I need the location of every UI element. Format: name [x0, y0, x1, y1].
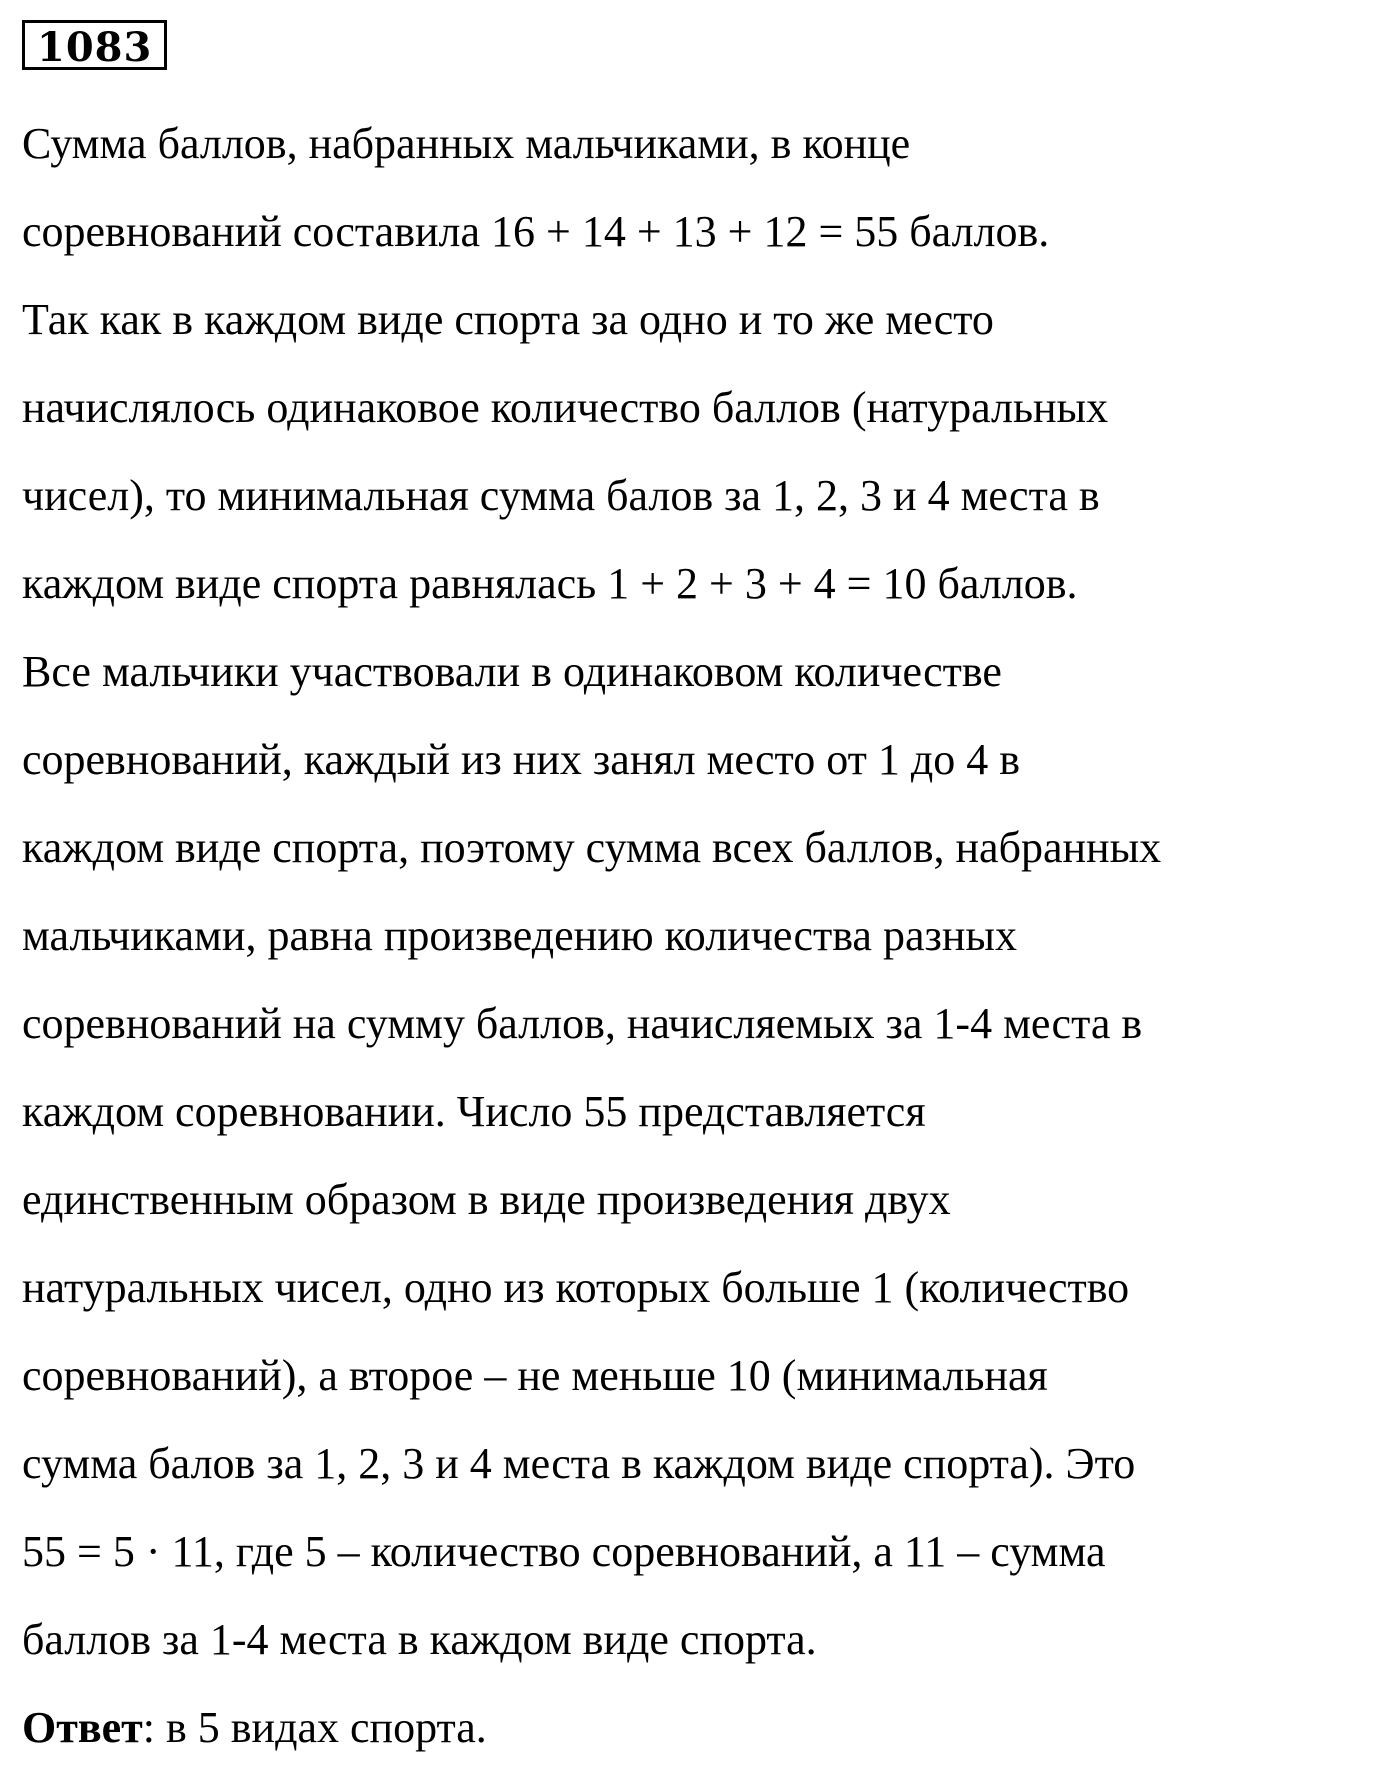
answer-text: : в 5 видах спорта. — [142, 1703, 487, 1752]
problem-number-box: 1083 — [22, 20, 167, 70]
text-line: каждом виде спорта равнялась 1 + 2 + 3 + 4 = 10 баллов. — [22, 559, 1078, 608]
text-line: натуральных чисел, одно из которых больше 1 (количество — [22, 1263, 1130, 1312]
text-line: соревнований на сумму баллов, начисляемых за 1-4 места в — [22, 999, 1143, 1048]
text-line: Так как в каждом виде спорта за одно и то же место — [22, 295, 994, 344]
text-line: Все мальчики участвовали в одинаковом количестве — [22, 647, 1002, 696]
text-line: соревнований), а второе – не меньше 10 (минимальная — [22, 1351, 1048, 1400]
text-line: баллов за 1-4 места в каждом виде спорта. — [22, 1615, 817, 1664]
text-line: Сумма баллов, набранных мальчиками, в конце — [22, 119, 911, 168]
text-line: соревнований, каждый из них занял место от 1 до 4 в — [22, 735, 1021, 784]
text-line: каждом соревновании. Число 55 представляется — [22, 1087, 926, 1136]
text-line: начислялось одинаковое количество баллов (натуральных — [22, 383, 1109, 432]
text-line: каждом виде спорта, поэтому сумма всех баллов, набранных — [22, 823, 1162, 872]
answer-line — [22, 1684, 1392, 1772]
text-line: сумма балов за 1, 2, 3 и 4 места в каждом виде спорта). Это — [22, 1439, 1136, 1488]
answer-label: Ответ — [22, 1703, 143, 1752]
text-line: единственным образом в виде произведения двух — [22, 1175, 951, 1224]
text-line: мальчиками, равна произведению количества разных — [22, 911, 1017, 960]
text-line: 55 = 5 · 11, где 5 – количество соревнований, а 11 – сумма — [22, 1527, 1106, 1576]
text-line: соревнований составила 16 + 14 + 13 + 12 = 55 баллов. — [22, 207, 1050, 256]
text-line: чисел), то минимальная сумма балов за 1, 2, 3 и 4 места в — [22, 471, 1100, 520]
solution-text — [22, 100, 1392, 1772]
